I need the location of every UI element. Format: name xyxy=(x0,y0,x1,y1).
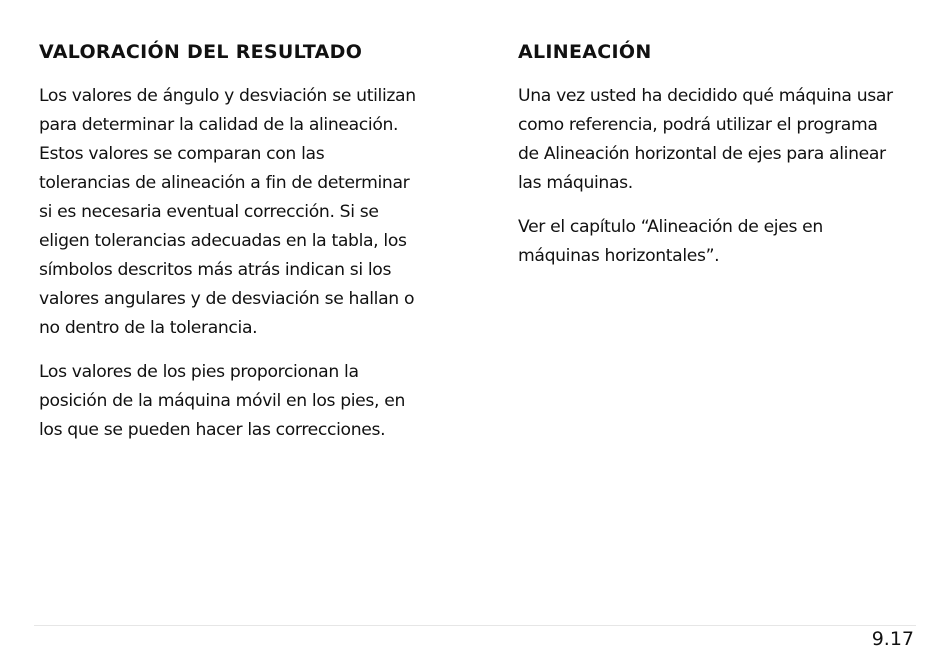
paragraph: Una vez usted ha decidido qué máquina usar como referencia, podrá utilizar el programa de Alineación horizontal de ejes para alinear las máquinas. xyxy=(518,86,893,193)
page-number: 9.17 xyxy=(871,628,914,650)
paragraph: Ver el capítulo “Alineación de ejes en máquinas horizontales”. xyxy=(518,217,823,266)
section-valoracion-del-resultado xyxy=(39,40,449,460)
section-heading: VALORACIÓN DEL RESULTADO xyxy=(39,41,363,63)
section-alineacion xyxy=(518,40,928,286)
footer-divider xyxy=(34,625,916,626)
paragraph: Los valores de ángulo y desviación se utilizan para determinar la calidad de la alineación. Estos valores se comparan con las tolerancias de alineación a fin de determinar si es necesaria eventual corrección. Si se eligen tolerancias adecuadas en la tabla, los símbolos descritos más atrás indican si los valores angulares y de desviación se hallan o no dentro de la tolerancia. xyxy=(39,86,416,338)
paragraph: Los valores de los pies proporcionan la posición de la máquina móvil en los pies, en los que se pueden hacer las correcciones. xyxy=(39,362,406,440)
section-heading: ALINEACIÓN xyxy=(518,41,652,63)
